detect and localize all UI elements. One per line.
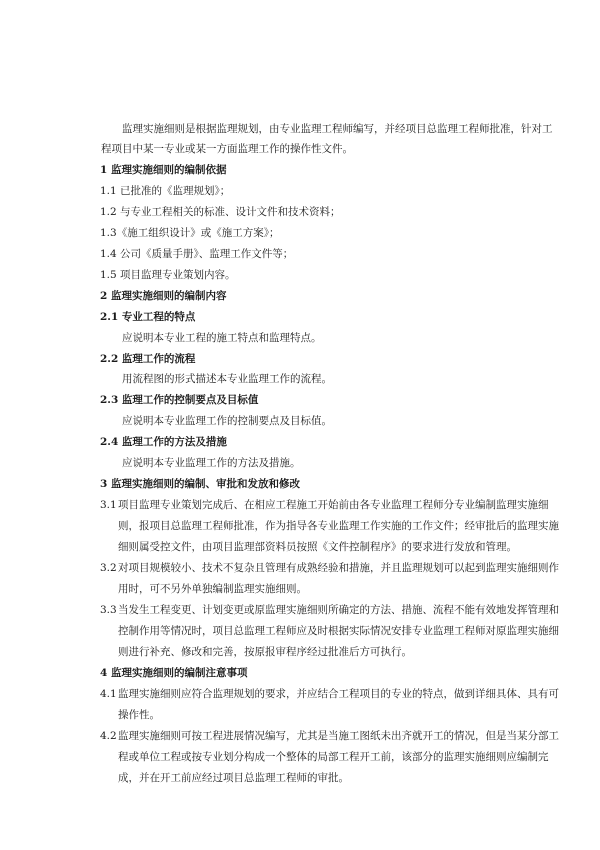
item-3-1-line-2: 则，报项目总监理工程师批准，作为指导各专业监理工作实施的工作文件；经审批后的监理实施 xyxy=(118,520,559,532)
item-4-2-number: 4.2 xyxy=(100,730,117,742)
section-3-heading: 3 监理实施细则的编制、审批和发放和修改 xyxy=(100,478,300,490)
item-3-3-number: 3.3 xyxy=(100,604,117,616)
item-4-2-line-3: 成，并在开工前应经过项目总监理工程师的审批。 xyxy=(118,772,349,784)
item-3-1-line-3: 细则属受控文件，由项目监理部资料员按照《文件控制程序》的要求进行发放和管理。 xyxy=(118,541,517,553)
subsection-2-3-body: 应说明本专业监理工作的控制要点及目标值。 xyxy=(122,415,332,427)
subsection-2-1-heading: 2.1 专业工程的特点 xyxy=(100,311,196,323)
section-1-item-2: 1.2 与专业工程相关的标准、设计文件和技术资料； xyxy=(100,206,341,218)
item-3-3-line-1: 当发生工程变更、计划变更或原监理实施细则所确定的方法、措施、流程不能有效地发挥管理和 xyxy=(118,604,559,616)
section-1-item-4: 1.4 公司《质量手册》、监理工作文件等； xyxy=(100,248,294,260)
item-4-1-line-2: 操作性。 xyxy=(118,709,160,721)
item-3-1-number: 3.1 xyxy=(100,499,117,511)
section-2-heading: 2 监理实施细则的编制内容 xyxy=(100,290,227,302)
item-3-3-line-2: 控制作用等情况时，项目总监理工程师应及时根据实际情况安排专业监理工程师对原监理实施细 xyxy=(118,625,559,637)
subsection-2-4-heading: 2.4 监理工作的方法及措施 xyxy=(100,436,227,448)
subsection-2-1-body: 应说明本专业工程的施工特点和监理特点。 xyxy=(122,332,322,344)
item-4-2-line-2: 程或单位工程或按专业划分构成一个整体的局部工程开工前，该部分的监理实施细则应编制完 xyxy=(118,751,549,763)
item-4-1-line-1: 监理实施细则应符合监理规划的要求，并应结合工程项目的专业的特点，做到详细具体、具有可 xyxy=(118,688,559,700)
item-3-2-number: 3.2 xyxy=(100,562,117,574)
item-4-1-number: 4.1 xyxy=(100,688,117,700)
item-3-1-line-1: 项目监理专业策划完成后、在相应工程施工开始前由各专业监理工程师分专业编制监理实施细 xyxy=(118,499,549,511)
intro-line-2: 程项目中某一专业或某一方面监理工作的操作性文件。 xyxy=(101,143,353,155)
section-1-item-5: 1.5 项目监理专业策划内容。 xyxy=(100,269,236,281)
subsection-2-2-heading: 2.2 监理工作的流程 xyxy=(100,353,196,365)
subsection-2-4-body: 应说明本专业监理工作的方法及措施。 xyxy=(122,457,301,469)
item-3-3-line-3: 则进行补充、修改和完善，按原报审程序经过批准后方可执行。 xyxy=(118,646,412,658)
item-4-2-line-1: 监理实施细则可按工程进展情况编写，尤其是当施工图纸未出齐就开工的情况，但是当某分部工 xyxy=(118,730,559,742)
section-4-heading: 4 监理实施细则的编制注意事项 xyxy=(100,667,248,679)
section-1-item-3: 1.3《施工组织设计》或《施工方案》； xyxy=(100,227,280,239)
item-3-2-line-1: 对项目规模较小、技术不复杂且管理有成熟经验和措施，并且监理规划可以起到监理实施细则作 xyxy=(118,562,559,574)
subsection-2-2-body: 用流程图的形式描述本专业监理工作的流程。 xyxy=(122,373,332,385)
subsection-2-3-heading: 2.3 监理工作的控制要点及目标值 xyxy=(100,394,259,406)
section-1-heading: 1 监理实施细则的编制依据 xyxy=(100,164,227,176)
intro-line-1: 监理实施细则是根据监理规划，由专业监理工程师编写，并经项目总监理工程师批准，针对工 xyxy=(122,123,553,135)
section-1-item-1: 1.1 已批准的《监理规划》； xyxy=(100,185,231,197)
item-3-2-line-2: 用时，可不另外单独编制监理实施细则。 xyxy=(118,583,307,595)
